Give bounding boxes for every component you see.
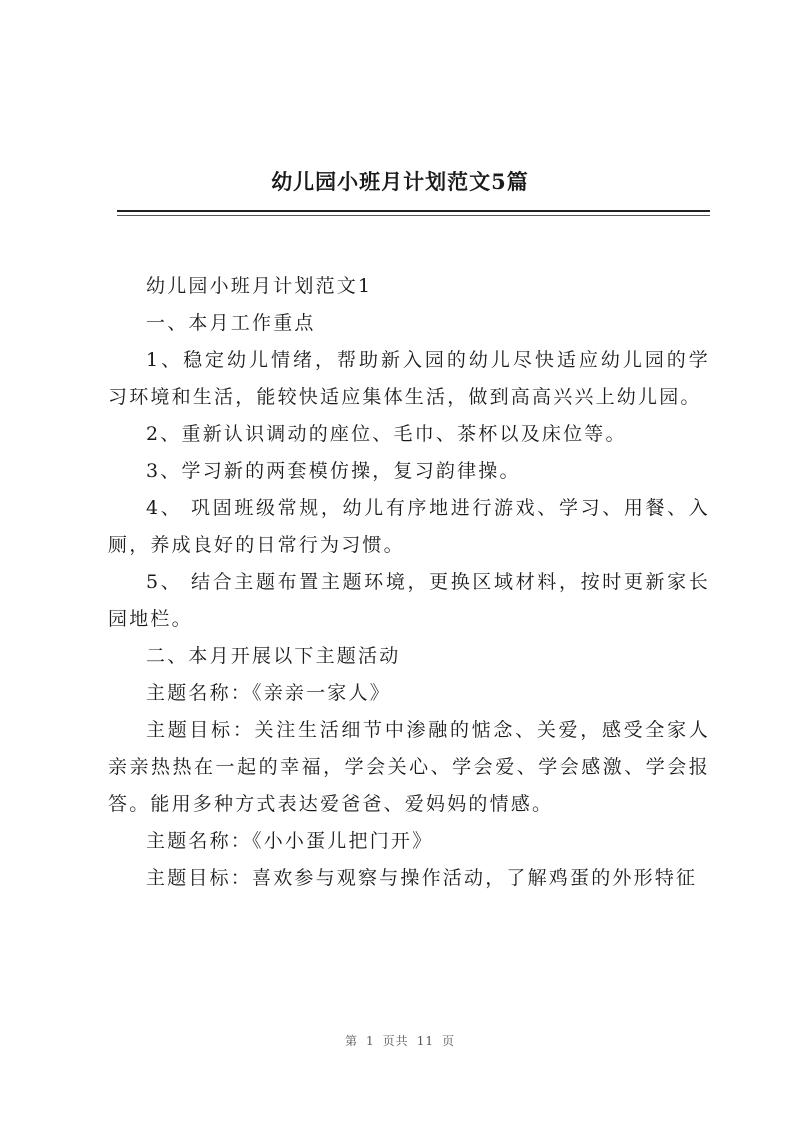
section-heading: 幼儿园小班月计划范文1 <box>146 275 373 297</box>
total-pages: 11 <box>416 1034 434 1048</box>
paragraph: 主题目标：关注生活细节中渗融的惦念、关爱，感受全家人亲亲热热在一起的幸福，学会关心、学会爱、学会感激、学会报答。能用多种方式表达爱爸爸、爱妈妈的情感。 <box>108 719 710 815</box>
paragraph: 5、 结合主题布置主题环境，更换区域材料，按时更新家长园地栏。 <box>108 571 710 630</box>
document-title: 幼儿园小班月计划范文5篇 <box>271 169 529 194</box>
paragraph: 主题名称：《小小蛋儿把门开》 <box>146 830 434 852</box>
document-body <box>108 268 710 897</box>
page-suffix: 页 <box>441 1034 455 1048</box>
paragraph: 2、重新认识调动的座位、毛巾、茶杯以及床位等。 <box>146 423 627 445</box>
page-number: 1 <box>366 1034 375 1048</box>
paragraph: 主题名称：《亲亲一家人》 <box>146 682 391 704</box>
title-divider-thin <box>117 215 710 216</box>
page-footer <box>0 1032 800 1049</box>
title-divider-thick <box>117 210 710 212</box>
page-mid-label: 页共 <box>382 1034 409 1048</box>
subsection-heading: 一、本月工作重点 <box>146 312 316 334</box>
page-label: 第 <box>345 1034 359 1048</box>
paragraph: 1、稳定幼儿情绪，帮助新入园的幼儿尽快适应幼儿园的学习环境和生活，能较快适应集体生活，做到高高兴兴上幼儿园。 <box>108 349 710 408</box>
paragraph: 4、 巩固班级常规，幼儿有序地进行游戏、学习、用餐、入厕，养成良好的日常行为习惯。 <box>108 497 710 556</box>
paragraph: 主题目标：喜欢参与观察与操作活动，了解鸡蛋的外形特征 <box>146 867 698 889</box>
subsection-heading: 二、本月开展以下主题活动 <box>146 645 401 667</box>
paragraph: 3、学习新的两套模仿操，复习韵律操。 <box>146 460 521 482</box>
